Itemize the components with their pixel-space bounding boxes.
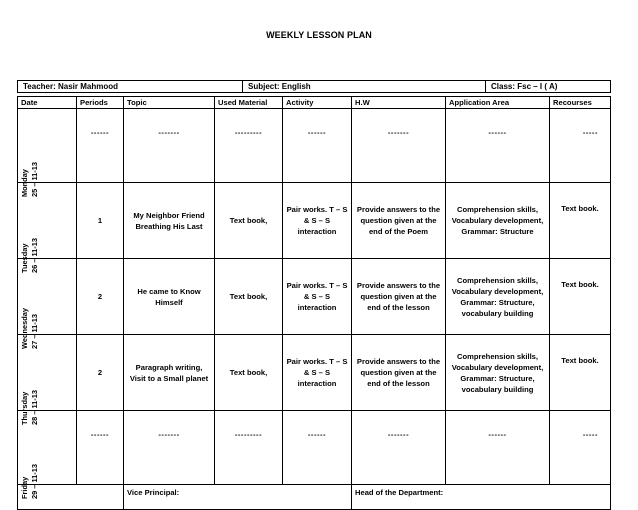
day-name: Thursday: [20, 391, 29, 425]
hw-cell: -------: [352, 109, 446, 183]
day-date: 28 – 11-13: [30, 390, 39, 425]
material-cell: Text book,: [215, 183, 283, 259]
col-header-topic: Topic: [124, 97, 215, 109]
day-name: Wednesday: [20, 308, 29, 349]
day-name: Friday: [20, 476, 29, 499]
periods-cell: ------: [77, 411, 124, 485]
teacher-field: Teacher: Nasir Mahmood: [18, 81, 243, 93]
material-cell: ---------: [215, 411, 283, 485]
head-department-field: Head of the Department:: [352, 485, 611, 510]
periods-cell: 1: [77, 183, 124, 259]
col-header-periods: Periods: [77, 97, 124, 109]
application-cell: Comprehension skills, Vocabulary development, Grammar: Structure, vocabulary building: [446, 335, 550, 411]
activity-cell: Pair works. T – S & S – S interaction: [283, 183, 352, 259]
date-cell: [18, 335, 77, 425]
date-cell: [18, 411, 77, 499]
application-cell: Comprehension skills, Vocabulary development, Grammar: Structure: [446, 183, 550, 259]
header-info-table: [17, 80, 611, 93]
day-date: 29 – 11-13: [30, 464, 39, 499]
class-field: Class: Fsc – I ( A): [486, 81, 611, 93]
lesson-plan-table: [17, 96, 611, 510]
col-header-hw: H.W: [352, 97, 446, 109]
periods-cell: ------: [77, 109, 124, 183]
hw-cell: -------: [352, 411, 446, 485]
hw-cell: Provide answers to the question given at the end of the lesson: [352, 259, 446, 335]
topic-cell: My Neighbor Friend Breathing His Last: [124, 183, 215, 259]
col-header-activity: Activity: [283, 97, 352, 109]
material-cell: Text book,: [215, 335, 283, 411]
table-row-wednesday: [18, 259, 611, 335]
activity-cell: ------: [283, 411, 352, 485]
day-date: 25 – 11-13: [30, 162, 39, 197]
resources-cell: Text book.: [550, 183, 611, 259]
day-name: Monday: [20, 169, 29, 197]
topic-cell: -------: [124, 411, 215, 485]
date-cell: [18, 259, 77, 349]
topic-cell: -------: [124, 109, 215, 183]
col-header-date: Date: [18, 97, 77, 109]
col-header-recourses: Recourses: [550, 97, 611, 109]
table-row-friday: [18, 411, 611, 485]
signature-row: [18, 485, 611, 510]
day-date: 27 – 11-13: [30, 314, 39, 349]
periods-cell: 2: [77, 259, 124, 335]
date-cell: [18, 183, 77, 273]
material-cell: ---------: [215, 109, 283, 183]
hw-cell: Provide answers to the question given at the end of the Poem: [352, 183, 446, 259]
application-cell: ------: [446, 411, 550, 485]
material-cell: Text book,: [215, 259, 283, 335]
resources-cell: -----: [550, 411, 611, 485]
subject-field: Subject: English: [243, 81, 486, 93]
topic-cell: He came to Know Himself: [124, 259, 215, 335]
hw-cell: Provide answers to the question given at the end of the lesson: [352, 335, 446, 411]
topic-cell: Paragraph writing, Visit to a Small planet: [124, 335, 215, 411]
date-cell: [18, 109, 77, 197]
resources-cell: Text book.: [550, 335, 611, 411]
table-row-tuesday: [18, 183, 611, 259]
vice-principal-field: Vice Principal:: [124, 485, 352, 510]
page-title: WEEKLY LESSON PLAN: [266, 30, 372, 40]
application-cell: ------: [446, 109, 550, 183]
resources-cell: -----: [550, 109, 611, 183]
day-name: Tuesday: [20, 243, 29, 273]
table-row-thursday: [18, 335, 611, 411]
activity-cell: Pair works. T – S & S – S interaction: [283, 259, 352, 335]
resources-cell: Text book.: [550, 259, 611, 335]
periods-cell: 2: [77, 335, 124, 411]
column-header-row: [18, 97, 611, 109]
col-header-used-material: Used Material: [215, 97, 283, 109]
activity-cell: Pair works. T – S & S – S interaction: [283, 335, 352, 411]
day-date: 26 – 11-13: [30, 238, 39, 273]
col-header-application-area: Application Area: [446, 97, 550, 109]
application-cell: Comprehension skills, Vocabulary development, Grammar: Structure, vocabulary building: [446, 259, 550, 335]
activity-cell: ------: [283, 109, 352, 183]
table-row-monday: [18, 109, 611, 183]
